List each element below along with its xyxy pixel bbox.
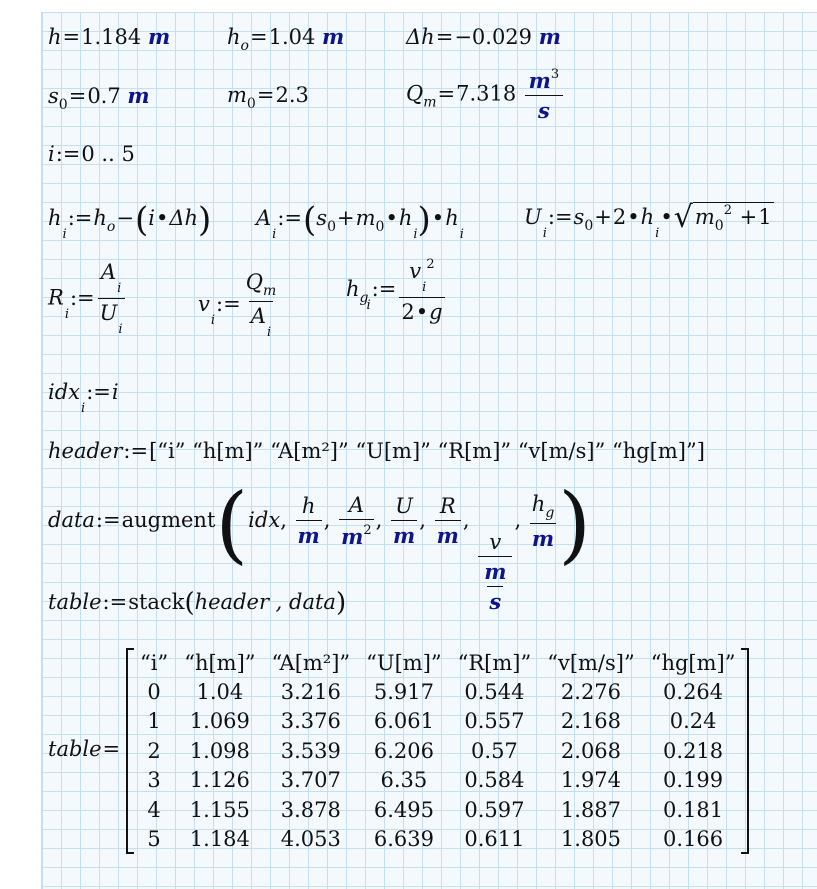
- matrix-cell: 0.544: [464, 680, 525, 705]
- region-h[interactable]: h=1.184 m: [48, 24, 171, 49]
- region-ho[interactable]: $h_o=1.04$ m: [227, 24, 345, 54]
- region-m0[interactable]: $m_0=2.3$: [227, 83, 309, 112]
- matrix-row: [132, 707, 743, 736]
- subscript: 0: [246, 96, 256, 112]
- region-vi-def[interactable]: $v_i:=$ $\frac{Q_m}{A_i}$: [198, 270, 277, 340]
- matrix-row: [132, 824, 743, 853]
- assign-operator: :=: [102, 590, 128, 614]
- matrix-row: [132, 766, 743, 795]
- matrix-cell: 0.166: [663, 827, 724, 852]
- region-ri-def[interactable]: $R_i:=$ $\frac{A_i}{U_i}$: [48, 260, 123, 337]
- matrix-cell: 1.098: [189, 738, 250, 763]
- assign-operator: :=: [86, 380, 111, 404]
- matrix-row: [132, 677, 743, 706]
- matrix-cell: 6.061: [373, 709, 434, 734]
- matrix-cell: 1.155: [189, 797, 250, 822]
- matrix-cell: 5: [147, 827, 161, 852]
- matrix-cell: “R[m]”: [457, 650, 532, 675]
- subscript: m: [423, 94, 437, 111]
- region-ui-def[interactable]: $U_i:=s_0+2•h_i•√m_0^2 +1$: [524, 200, 772, 241]
- matrix-cell: 6.35: [380, 768, 428, 793]
- unit: m: [538, 24, 561, 49]
- region-table-def[interactable]: table:=stack(header , data): [48, 588, 347, 618]
- matrix-cell: 1.069: [189, 709, 250, 734]
- matrix-cell: 0.24: [669, 709, 717, 734]
- matrix-cell: 2: [147, 738, 161, 763]
- region-data-def[interactable]: data:=augment(idx, $\frac{h}{m}$ , $\frac{A}{m^2}$ , $\frac{U}{m}$ , $\frac{R}{m}$ , $\frac{v}{\frac{m}{s}}$ , $\frac{h_g}{m}$ ): [48, 475, 592, 614]
- matrix-cell: “hg[m]”: [650, 650, 736, 675]
- region-s0[interactable]: $s_0=0.7$ m: [48, 83, 150, 113]
- matrix-cell: 6.206: [373, 738, 434, 763]
- header-row-vector: [“i” “h[m]” “A[m²]” “U[m]” “R[m]” “v[m/s]” “hg[m]”]: [149, 439, 705, 463]
- symbol: h: [227, 25, 241, 49]
- symbol: h: [48, 25, 62, 49]
- matrix-cell: “A[m²]”: [271, 650, 351, 675]
- value: 2.3: [275, 83, 309, 107]
- matrix-cell: 6.639: [373, 827, 434, 852]
- unit: m: [147, 24, 171, 49]
- unit-denominator: s: [538, 98, 550, 123]
- idx-symbol: idx: [48, 380, 81, 404]
- data-symbol: data: [48, 508, 95, 532]
- unit: m: [127, 83, 150, 108]
- region-delta-h[interactable]: Δh=−0.029 m: [406, 24, 561, 49]
- subscript: o: [240, 38, 249, 54]
- matrix-cell: 1.126: [189, 768, 250, 793]
- matrix-cell: 5.917: [373, 680, 434, 705]
- result-table-label[interactable]: table=: [48, 737, 121, 761]
- result-matrix-table: [132, 648, 743, 854]
- symbol: Δh: [406, 25, 435, 49]
- result-matrix[interactable]: [126, 648, 749, 854]
- matrix-cell: 4.053: [280, 827, 341, 852]
- range-definition: 0 .. 5: [81, 142, 135, 166]
- matrix-cell: 3.539: [280, 738, 341, 763]
- region-hgi-def[interactable]: $h_{gi}:=$ $\frac{v_i^2}{2•g}$: [346, 257, 443, 324]
- matrix-cell: 1.184: [189, 827, 250, 852]
- matrix-cell: 0.611: [464, 827, 525, 852]
- region-qm[interactable]: $Q_m=7.318$ $\frac{m^3}{s}$: [406, 68, 565, 122]
- matrix-cell: 0: [147, 680, 161, 705]
- region-idx-def[interactable]: idx$_i$:=i: [48, 380, 119, 416]
- matrix-cell: 0.199: [663, 768, 724, 793]
- matrix-cell: 3.376: [280, 709, 341, 734]
- subscript: 0: [58, 97, 68, 113]
- matrix-cell: 0.264: [663, 680, 724, 705]
- matrix-cell: “v[m/s]”: [547, 650, 635, 675]
- matrix-cell: “U[m]”: [366, 650, 442, 675]
- symbol: m: [227, 83, 247, 107]
- assign-operator: :=: [123, 439, 149, 463]
- region-hi-def[interactable]: $h_i:=h_o-(i•\Delta h)$: [48, 200, 212, 242]
- unit-numerator: m: [528, 68, 551, 93]
- header-symbol: header: [48, 439, 123, 463]
- matrix-cell: 4: [147, 797, 161, 822]
- matrix-cell: 6.495: [373, 797, 434, 822]
- matrix-cell: 3: [147, 768, 161, 793]
- matrix-cell: “h[m]”: [184, 650, 256, 675]
- value: 1.184: [81, 25, 142, 49]
- matrix-cell: 0.584: [464, 768, 525, 793]
- symbol: i: [48, 142, 55, 166]
- matrix-row: [132, 736, 743, 765]
- matrix-cell: 2.168: [560, 709, 622, 734]
- matrix-cell: 1.974: [560, 768, 622, 793]
- value: 1.04: [268, 25, 316, 49]
- matrix-cell: 2.068: [560, 738, 622, 763]
- matrix-cell: 0.181: [663, 797, 724, 822]
- matrix-cell: “i”: [140, 650, 169, 675]
- assign-operator: :=: [95, 508, 121, 532]
- region-ai-def[interactable]: $A_i:=(s_0+m_0•h_i)•h_i$: [256, 200, 464, 242]
- matrix-cell: 1.04: [196, 680, 244, 705]
- augment-function: augment: [121, 508, 216, 532]
- region-header-def[interactable]: [48, 441, 705, 462]
- assign-operator: :=: [55, 142, 81, 166]
- table-result-symbol: table: [48, 737, 102, 761]
- matrix-row: [132, 795, 743, 824]
- value: 7.318: [456, 81, 517, 106]
- matrix-cell: 3.216: [280, 680, 341, 705]
- matrix-cell: 1: [147, 709, 161, 734]
- matrix-cell: 3.878: [280, 797, 341, 822]
- table-symbol: table: [48, 590, 102, 614]
- stack-function: stack: [128, 590, 185, 614]
- matrix-cell: 1.805: [560, 827, 622, 852]
- symbol: s: [48, 84, 59, 108]
- value: 0.7: [87, 84, 121, 108]
- region-range-i[interactable]: [48, 144, 135, 165]
- matrix-header-row: [132, 648, 743, 677]
- matrix-cell: 1.887: [560, 797, 622, 822]
- matrix-cell: 0.597: [464, 797, 525, 822]
- unit-fraction: [525, 68, 563, 122]
- matrix-cell: 0.57: [471, 738, 518, 763]
- unit: m: [322, 24, 345, 49]
- matrix-cell: 3.707: [280, 768, 341, 793]
- symbol: Q: [406, 81, 424, 106]
- value: −0.029: [454, 25, 533, 49]
- unit-exponent: 3: [550, 67, 560, 82]
- matrix-cell: 2.276: [560, 680, 622, 705]
- matrix-cell: 0.218: [663, 738, 724, 763]
- matrix-cell: 0.557: [464, 709, 525, 734]
- stack-arguments: header , data: [194, 590, 336, 614]
